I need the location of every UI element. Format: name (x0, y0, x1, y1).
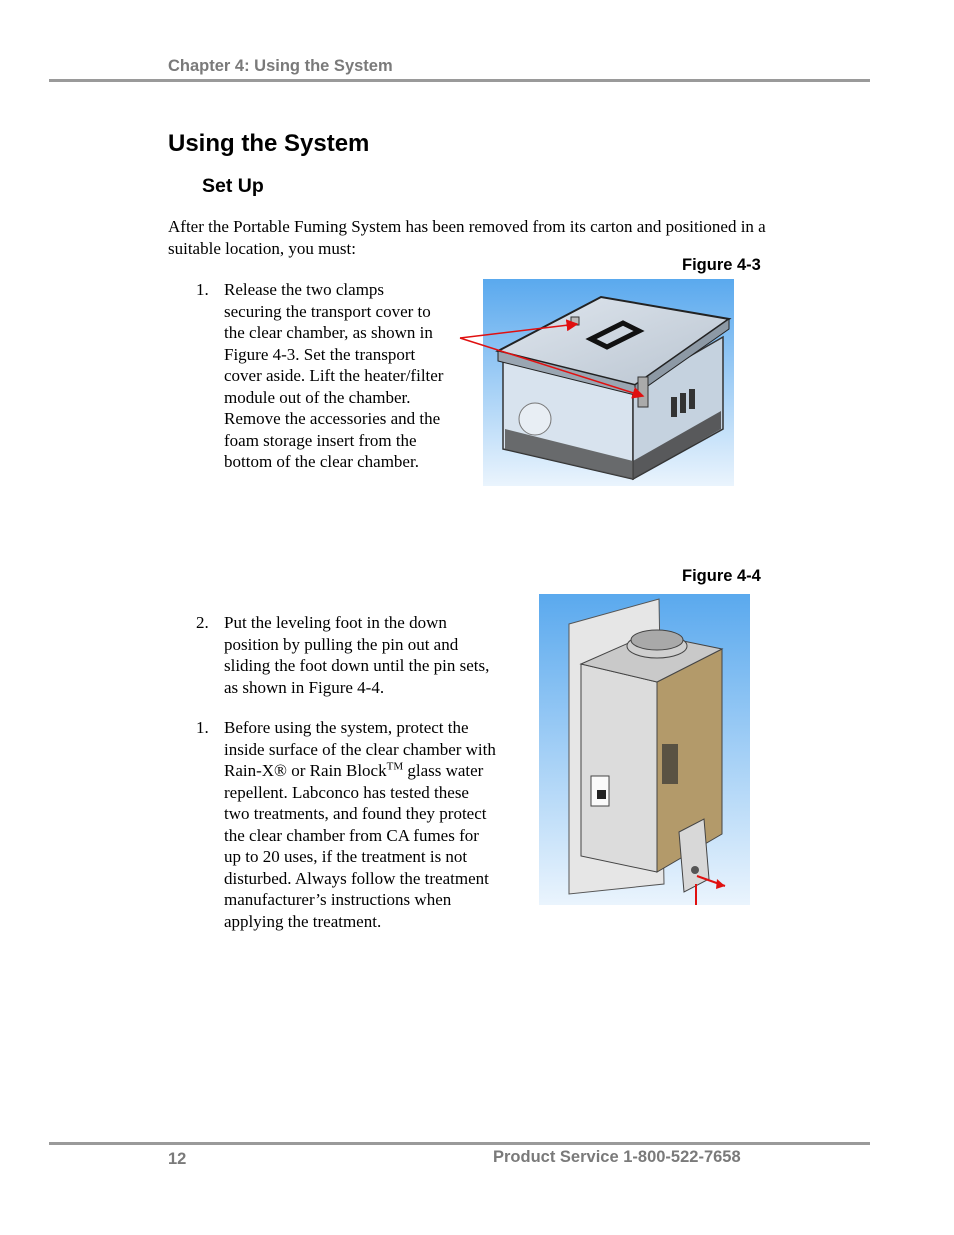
step-line: disturbed. Always follow the treatment (224, 868, 489, 888)
step-line: repellent. Labconco has tested these (224, 782, 469, 802)
step-line: two treatments, and found they protect (224, 804, 487, 823)
arrow-to-top-clamp (460, 324, 577, 338)
figure-4-4-image (539, 594, 750, 905)
step-line: up to 20 uses, if the treatment is not (224, 847, 468, 866)
step-line: Put the leveling foot in the down (224, 613, 447, 632)
step-line: Remove the accessories and the (224, 409, 441, 428)
figure-4-3-caption: Figure 4-3 (682, 256, 761, 274)
step-line: foam storage insert from the (224, 430, 417, 450)
step-line: Figure 4-3. Set the transport (224, 344, 416, 364)
step-line: bottom of the clear chamber. (224, 452, 419, 471)
step-3 (196, 717, 526, 937)
step-line: inside surface of the clear chamber with (224, 739, 496, 759)
step-line: cover aside. Lift the heater/filter (224, 366, 444, 385)
heater-module-illustration (539, 594, 750, 905)
step-line: module out of the chamber. (224, 387, 411, 407)
step-line: sliding the foot down until the pin sets, (224, 656, 490, 675)
step-line: position by pulling the pin out and (224, 634, 459, 654)
step-number: 1. (196, 280, 209, 299)
step-line: securing the transport cover to (224, 301, 431, 321)
footer-rule (49, 1142, 870, 1145)
arrow-to-side-clamp (460, 338, 643, 396)
intro-paragraph: After the Portable Fuming System has been removed from its carton and positioned in a suitable location, you must: (168, 217, 766, 258)
step-line: the clear chamber from CA fumes for (224, 825, 479, 845)
step-text (224, 612, 489, 698)
trademark-sup: TM (386, 760, 404, 773)
step-line: Release the two clamps (224, 280, 385, 299)
step-line: manufacturer’s instructions when (224, 890, 452, 909)
step-line: the clear chamber, as shown in (224, 323, 433, 342)
step-2 (196, 612, 526, 702)
page-number: 12 (168, 1150, 187, 1168)
section-title: Using the System (168, 130, 370, 157)
product-service-line: Product Service 1-800-522-7658 (493, 1148, 741, 1166)
chapter-header: Chapter 4: Using the System (168, 57, 393, 75)
step-number: 1. (196, 718, 209, 737)
figure-4-4-caption: Figure 4-4 (682, 567, 761, 585)
subsection-title: Set Up (202, 175, 264, 197)
step-number: 2. (196, 613, 209, 632)
step-line: applying the treatment. (224, 911, 382, 931)
step-line: Rain-X® or Rain Block™ glass water (224, 760, 484, 780)
step-text (224, 717, 496, 932)
step-line: as shown in Figure 4-4. (224, 677, 385, 697)
step-line: Before using the system, protect the (224, 718, 469, 737)
